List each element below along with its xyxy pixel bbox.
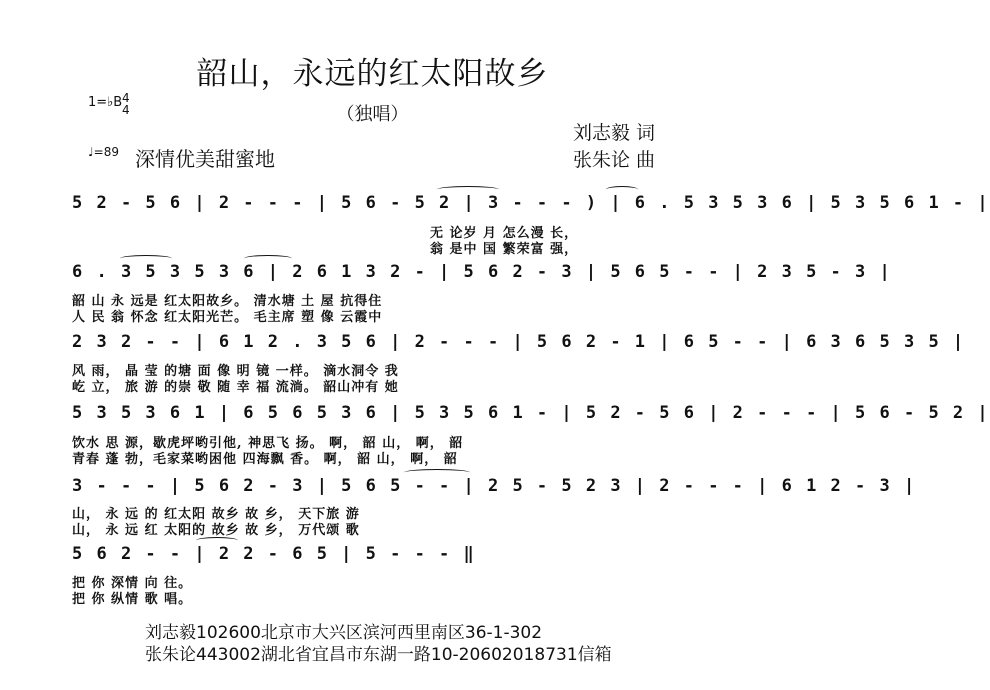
notation-row-1: 5 2 - 5 6 | 2 - - - | 5 6 - 5 2 | 3 - - - ) | 6 . 5 3 5 3 6 | 5 3 5 6 1 - | [72,193,990,213]
slur-mark [437,186,499,193]
notation-row-3: 2 3 2 - - | 6 1 2 . 3 5 6 | 2 - - - | 5 6 2 - 1 | 6 5 - - | 6 3 6 5 3 5 | [72,332,966,352]
notation-row-4: 5 3 5 3 6 1 | 6 5 6 5 3 6 | 5 3 5 6 1 - | 5 2 - 5 6 | 2 - - - | 5 6 - 5 2 | [72,403,990,423]
notation-row-6: 5 6 2 - - | 2 2 - 6 5 | 5 - - - ‖ [72,544,476,564]
composer-credit: 张朱论 曲 [573,149,656,171]
song-subtitle: （独唱） [336,104,409,125]
meter-bottom: 4 [122,103,130,117]
lyrics-row-4-verse-1: 饮水 思 源，歇虎坪哟引他, 神思飞 扬。 啊， 韶 山， 啊， 韶 [72,436,464,451]
lyrics-row-6-verse-2: 把 你 纵情 歌 唱。 [72,592,193,607]
lyrics-row-5-verse-1: 山， 永 远 的 红太阳 故乡 故 乡， 天下旅 游 [72,507,360,522]
lyrics-row-3-verse-2: 屹 立， 旅 游 的崇 敬 随 幸 福 流淌。 韶山冲有 她 [72,380,399,395]
slur-mark [120,255,172,262]
lyrics-row-1-verse-1: 无 论岁 月 怎么漫 长， [430,226,579,241]
lyrics-row-5-verse-2: 山， 永 远 红 太阳的 故乡 故 乡， 万代颂 歌 [72,523,360,538]
song-title: 韶山，永远的红太阳故乡 [196,56,549,92]
slur-mark [244,255,292,262]
lyrics-row-2-verse-2: 人 民 翁 怀念 红太阳光芒。 毛主席 塑 像 云霞中 [72,310,383,325]
lyrics-row-3-verse-1: 风 雨， 晶 莹 的塘 面 像 明 镜 一样。 滴水洞令 我 [72,364,399,379]
lyrics-row-6-verse-1: 把 你 深情 向 往。 [72,576,193,591]
expression-mark: 深情优美甜蜜地 [135,147,275,171]
footer-address-lyricist: 刘志毅102600北京市大兴区滨河西里南区36-1-302 [145,623,543,643]
footer-address-composer: 张朱论443002湖北省宜昌市东湖一路10-20602018731信箱 [145,645,612,665]
notation-row-5: 3 - - - | 5 6 2 - 3 | 5 6 5 - - | 2 5 - 5 2 3 | 2 - - - | 6 1 2 - 3 | [72,476,917,496]
key-signature: 1=♭B [88,95,123,110]
tempo-mark: ♩=89 [88,145,119,159]
time-signature [122,92,130,116]
slur-mark [196,537,238,544]
meter-top: 4 [122,91,130,105]
lyrics-row-4-verse-2: 青春 蓬 勃，毛家菜哟困他 四海飘 香。 啊， 韶 山， 啊， 韶 [72,452,458,467]
lyricist-credit: 刘志毅 词 [573,122,656,144]
lyrics-row-1-verse-2: 翁 是中 国 繁荣富 强， [430,242,579,257]
slur-mark [404,469,470,476]
lyrics-row-2-verse-1: 韶 山 永 远是 红太阳故乡。 清水塘 土 屋 抗得住 [72,294,383,309]
notation-row-2: 6 . 3 5 3 5 3 6 | 2 6 1 3 2 - | 5 6 2 - 3 | 5 6 5 - - | 2 3 5 - 3 | [72,262,892,282]
slur-mark [606,186,638,193]
